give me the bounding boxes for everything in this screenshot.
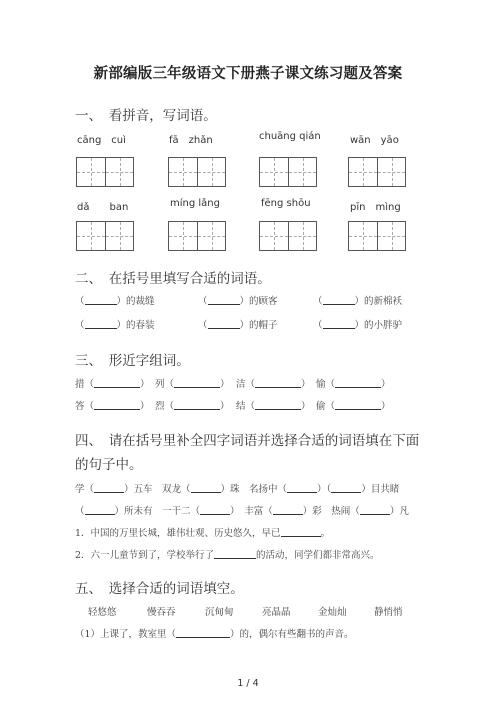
answer-blank[interactable] xyxy=(176,628,230,638)
writing-grid-3[interactable] xyxy=(259,157,317,187)
char-item: 烈（ ） xyxy=(155,401,230,412)
word-bank-item: 慢吞吞 xyxy=(147,607,176,618)
fill-item: （ ）的春装 xyxy=(75,320,155,331)
answer-blank[interactable] xyxy=(255,378,301,388)
answer-blank[interactable] xyxy=(335,378,381,388)
word-bank-item: 静悄悄 xyxy=(374,607,403,618)
answer-blank[interactable] xyxy=(208,295,240,305)
section5-question-1: （1）上课了，教室里（ ）的，偶尔有些翻书的声音。 xyxy=(75,629,354,640)
idiom-line-2: （ ）所未有 一干二（ ） 丰富（ ）彩 热闹（ ）凡 xyxy=(75,506,409,517)
writing-grid-4[interactable] xyxy=(348,157,406,187)
page-title: 新部编版三年级语文下册燕子课文练习题及答案 xyxy=(93,66,403,82)
answer-blank[interactable] xyxy=(323,319,355,329)
answer-blank[interactable] xyxy=(200,505,230,515)
section3-heading: 三、 形近字组词。 xyxy=(75,353,190,369)
answer-blank[interactable] xyxy=(360,505,390,515)
answer-blank[interactable] xyxy=(335,400,381,410)
answer-blank[interactable] xyxy=(85,505,115,515)
writing-grid-6[interactable] xyxy=(168,221,226,251)
answer-blank[interactable] xyxy=(85,295,117,305)
pinyin-3: chuāng qián xyxy=(259,131,321,142)
answer-blank[interactable] xyxy=(174,378,220,388)
page-number: 1 / 4 xyxy=(237,678,259,689)
section2-heading: 二、 在括号里填写合适的词语。 xyxy=(75,271,271,287)
answer-blank[interactable] xyxy=(287,483,317,493)
pinyin-5: dǎ ban xyxy=(77,202,129,213)
writing-grid-7[interactable] xyxy=(259,221,317,251)
section5-heading: 五、 选择合适的词语填空。 xyxy=(75,581,244,597)
answer-blank[interactable] xyxy=(191,483,221,493)
pinyin-1: cāng cuì xyxy=(77,135,126,146)
answer-blank[interactable] xyxy=(323,295,355,305)
idiom-line-1: 学（ ）五车 双龙（ ）珠 名扬中（ ）（ ）目共睹 xyxy=(75,484,400,495)
pinyin-6: míng lǎng xyxy=(170,198,220,209)
answer-blank[interactable] xyxy=(273,505,303,515)
writing-grid-5[interactable] xyxy=(76,221,134,251)
writing-grid-1[interactable] xyxy=(76,157,134,187)
answer-blank[interactable] xyxy=(331,483,361,493)
fill-item: （ ）的裁缝 xyxy=(75,296,155,307)
fill-item: （ ）的新棉袄 xyxy=(313,296,403,307)
char-item: 答（ ） xyxy=(75,401,150,412)
question-2: 2．六一儿童节到了，学校举行了 的活动，同学们都非常高兴。 xyxy=(75,550,380,561)
answer-blank[interactable] xyxy=(281,527,321,537)
answer-blank[interactable] xyxy=(94,483,124,493)
char-item: 结（ ） xyxy=(236,401,311,412)
char-item: 列（ ） xyxy=(155,379,230,390)
word-bank-item: 轻悠悠 xyxy=(88,607,117,618)
answer-blank[interactable] xyxy=(94,378,140,388)
fill-item: （ ）的帽子 xyxy=(198,320,278,331)
word-bank-item: 亮晶晶 xyxy=(262,607,291,618)
fill-item: （ ）的小胖驴 xyxy=(313,320,403,331)
section4-heading-cont: 的句子中。 xyxy=(75,457,143,473)
section1-heading: 一、 看拼音，写词语。 xyxy=(75,108,217,124)
char-item: 偷（ ） xyxy=(316,401,391,412)
fill-item: （ ）的顾客 xyxy=(198,296,278,307)
char-item: 洁（ ） xyxy=(236,379,311,390)
word-bank-item: 沉甸甸 xyxy=(205,607,234,618)
pinyin-7: fēng shōu xyxy=(261,198,311,209)
pinyin-4: wān yāo xyxy=(350,135,399,146)
answer-blank[interactable] xyxy=(174,400,220,410)
answer-blank[interactable] xyxy=(214,549,256,559)
writing-grid-2[interactable] xyxy=(168,157,226,187)
answer-blank[interactable] xyxy=(85,319,117,329)
answer-blank[interactable] xyxy=(208,319,240,329)
pinyin-8: pīn mìng xyxy=(350,202,401,213)
char-item: 措（ ） xyxy=(75,379,150,390)
answer-blank[interactable] xyxy=(94,400,140,410)
section4-heading: 四、 请在括号里补全四字词语并选择合适的词语填在下面 xyxy=(75,433,420,449)
writing-grid-8[interactable] xyxy=(348,221,406,251)
question-1: 1．中国的万里长城，雄伟壮观、历史悠久，早已 。 xyxy=(75,528,331,539)
char-item: 愉（ ） xyxy=(316,379,391,390)
answer-blank[interactable] xyxy=(255,400,301,410)
pinyin-2: fā zhǎn xyxy=(169,135,213,146)
word-bank-item: 金灿灿 xyxy=(318,607,347,618)
